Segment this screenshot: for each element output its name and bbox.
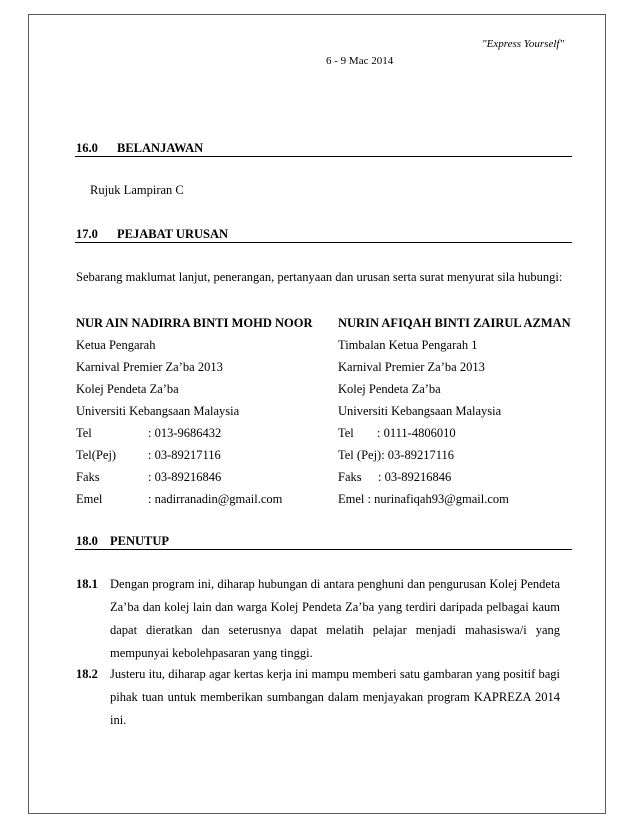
contact1-role: Ketua Pengarah [76, 338, 156, 352]
section-17-title: PEJABAT URUSAN [117, 227, 229, 241]
contact1-tel-value: : 013-9686432 [148, 426, 222, 440]
contact1-name: NUR AIN NADIRRA BINTI MOHD NOOR [76, 316, 313, 330]
section-16-text: Rujuk Lampiran C [90, 183, 184, 197]
contact2-college: Kolej Pendeta Za’ba [338, 382, 441, 396]
para-18-1-line: mempunyai kebolehpasaran yang tinggi. [110, 646, 313, 660]
para-18-2-line: pihak tuan untuk memberikan sumbangan dalam menjayakan program KAPREZA 2014 [110, 690, 560, 704]
para-18-1-line: dapat dieratkan dan seterusnya dapat melatih pelajar menjadi mahasiswa/i yang [110, 623, 560, 637]
contact1-faks-label: Faks [76, 470, 100, 484]
para-18-1-line: Dengan program ini, diharap hubungan di antara penghuni dan pengurusan Kolej Pendeta [110, 577, 560, 591]
contact2-university: Universiti Kebangsaan Malaysia [338, 404, 502, 418]
contact2-name: NURIN AFIQAH BINTI ZAIRUL AZMAN [338, 316, 571, 330]
contact1-telpej-value: : 03-89217116 [148, 448, 221, 462]
section-17-intro: Sebarang maklumat lanjut, penerangan, pertanyaan dan urusan serta surat menyurat sila hubungi: [76, 270, 563, 284]
contact1-emel-label: Emel [76, 492, 103, 506]
para-18-1-number: 18.1 [76, 577, 98, 591]
section-18-title: PENUTUP [110, 534, 170, 548]
contact1-telpej-label: Tel(Pej) [76, 448, 117, 462]
contact2-tel-value: : 0111-4806010 [377, 426, 456, 440]
contact1-faks-value: : 03-89216846 [148, 470, 222, 484]
contact2-event: Karnival Premier Za’ba 2013 [338, 360, 485, 374]
contact1-event: Karnival Premier Za’ba 2013 [76, 360, 223, 374]
contact2-faks-label: Faks [338, 470, 362, 484]
contact1-emel-value: : nadirranadin@gmail.com [148, 492, 283, 506]
para-18-2-line: ini. [110, 713, 127, 727]
contact1-college: Kolej Pendeta Za’ba [76, 382, 179, 396]
contact2-faks-value: : 03-89216846 [378, 470, 452, 484]
section-16-rule [75, 156, 572, 157]
contact2-telpej: Tel (Pej): 03-89217116 [338, 448, 455, 462]
para-18-2-line: Justeru itu, diharap agar kertas kerja ini mampu memberi satu gambaran yang positif bagi [110, 667, 560, 681]
contact2-tel-label: Tel [338, 426, 354, 440]
header-date: 6 - 9 Mac 2014 [326, 55, 394, 67]
header-tagline: "Express Yourself" [482, 38, 565, 50]
para-18-1-line: Za’ba dan kolej lain dan warga Kolej Pendeta Za’ba yang terdiri daripada pelbagai kaum [110, 600, 560, 614]
section-17-number: 17.0 [76, 227, 98, 241]
section-16-title: BELANJAWAN [117, 141, 204, 155]
section-16-number: 16.0 [76, 141, 98, 155]
contact2-emel: Emel : nurinafiqah93@gmail.com [338, 492, 509, 506]
para-18-2-number: 18.2 [76, 667, 98, 681]
section-17-rule [75, 242, 572, 243]
contact1-tel-label: Tel [76, 426, 92, 440]
contact2-role: Timbalan Ketua Pengarah 1 [338, 338, 478, 352]
section-18-rule [75, 549, 572, 550]
contact1-university: Universiti Kebangsaan Malaysia [76, 404, 240, 418]
section-18-number: 18.0 [76, 534, 98, 548]
